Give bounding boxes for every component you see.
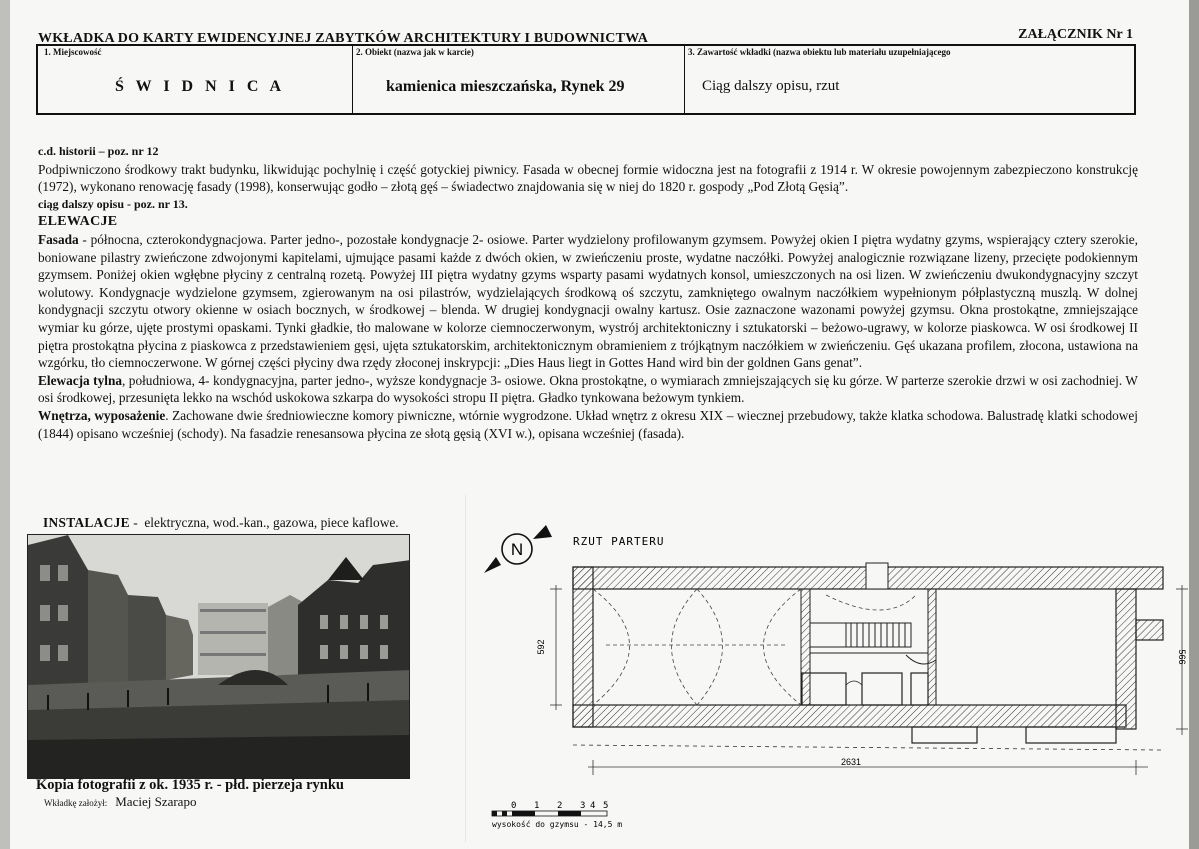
- history-heading: c.d. historii – poz. nr 12: [38, 144, 159, 158]
- section-heading: ELEWACJE: [38, 214, 118, 230]
- installations-label: INSTALACJE: [43, 515, 130, 530]
- author-name: Maciej Szarapo: [115, 794, 197, 809]
- floor-plan-drawing: [466, 495, 1190, 842]
- locality-label: 1. Miejscowość: [44, 47, 102, 57]
- interiors-paragraph: [38, 407, 1138, 442]
- locality-value: Ś W I D N I C A: [115, 78, 286, 95]
- scan-edge-left: [0, 0, 10, 849]
- continuation-heading: ciąg dalszy opisu - poz. nr 13.: [38, 196, 188, 211]
- author-line: [44, 794, 196, 810]
- north-label: N: [510, 540, 524, 559]
- scale-tick-1: 1: [534, 801, 540, 811]
- object-label: 2. Obiekt (nazwa jak w karcie): [356, 47, 474, 57]
- annex-number: ZAŁĄCZNIK Nr 1: [1018, 27, 1133, 42]
- scale-tick-4: 4: [590, 801, 596, 811]
- scale-tick-5: 5: [603, 801, 609, 811]
- scale-tick-3: 3: [580, 801, 586, 811]
- installations-separator: -: [129, 515, 145, 530]
- interiors-label: Wnętrza, wyposażenie: [38, 407, 166, 423]
- photo-caption: Kopia fotografii z ok. 1935 r. - płd. pierzeja rynku: [36, 777, 344, 793]
- content-cell: [685, 45, 1134, 113]
- facade-text: - północna, czterokondygnacjowa. Parter jedno-, pozostałe kondygnacje 2- osiowe. Parter wydzielony profilowanym gzymsem. Powyżej okien I piętra wydatny gzyms, wspierający cztery szerokie, boniowane pilastry zwieńczone zdwojonymi kapitelami, ujmujące pasami każde z dwóch okien, w zwieńczeniu proste, wydatne naczółki. Powyżej analogicznie rozwiązane lizeny, przecięte podokiennym gzymsem. Poniżej okien wgłębne płyciny z centralną rozetą. Powyżej III piętra wydatny gzyms wsparty pasami wydatnych konsol, umieszczonych na osi lizen. W zwieńczeniu dwukondygnacyjny szczyt wolutowy. Kondygnacje wydzielone gzymsem, zgierowanym na osi pilastrów, wydzielających środkową oś szczytu, zamkniętego owalnym naczółkiem wypełnionym półplastyczną muszlą. W dolnej kondygnacji szczytu otwory okienne w osiach bocznych, w środkowej – blenda. W drugiej kondygnacji owalny kartusz. Osie zaznaczone wazonami powyżej gzymsu. Okna prostokątne, zmniejszające wymiar ku górze, ujęte prostymi opaskami. Tynki gładkie, tło malowane w kolorze ciemnoczerwonym, wystrój architektoniczny i sztukatorski – beżowo-ugrawy, w kolorze piaskowca. W osi środkowej II piętra prostokątna płycina z piaskowca z przedstawieniem gęsi, ujęta sztukatorskim, architektonicznym obramieniem z trójkątnym naczółkiem w zwieńczeniu. Gęś ukazana profilem, złocona, ustawiona na wzgórku, tło ciemnoczerwone. W górnej części płyciny dwa rzędy złoconej inskrypcji: „Dies Haus liegt in Gottes Hand wird bin der goldnen Gans genat”.: [38, 231, 1138, 371]
- scale-bar: [492, 801, 622, 829]
- scan-edge-right: [1189, 0, 1199, 849]
- dimension-lines: [550, 585, 1188, 775]
- description-body: [38, 143, 1138, 442]
- rear-paragraph: [38, 372, 1138, 407]
- dim-right: 566: [1177, 649, 1187, 665]
- rear-text: , południowa, 4- kondygnacyjna, parter jedno-, wyższe kondygnacje 3- osiowe. Okna prostokątne, o wymiarach zmniejszających się ku górze. W parterze szerokie drzwi w osi zachodniej. W osi środkowej, przesunięta lekko na wschód uskokowa szkarpa do wysokości stropu II piętra. Gładko tynkowana beżowym tynkiem.: [38, 372, 1138, 406]
- facade-paragraph: [38, 231, 1138, 372]
- form-table: [36, 45, 1136, 115]
- document-title: WKŁADKA DO KARTY EWIDENCYJNEJ ZABYTKÓW ARCHITEKTURY I BUDOWNICTWA: [38, 31, 649, 46]
- floor-plan: [465, 495, 1189, 842]
- author-label: Wkładkę założył:: [44, 798, 108, 808]
- facade-label: Fasada: [38, 231, 79, 247]
- interiors-text: . Zachowane dwie średniowieczne komory piwniczne, wtórnie wygrodzone. Układ wnętrz z okresu XIX – wiecznej przebudowy, także klatka schodowa. Balustradę klatki schodowej (1844) opisano wcześniej (schody). Na fasadzie renesansowa płycina ze słotą gęsią (XVI w.), opisana wcześniej (fasada).: [38, 407, 1138, 441]
- dim-width: 2631: [840, 757, 862, 767]
- history-paragraph: Podpiwniczono środkowy trakt budynku, likwidując pochylnię i część gotyckiej piwnicy. Fasada w obecnej formie widoczna jest na fotografii z 1914 r. W okresie powojennym zabezpieczono konstrukcję (1972), wykonano renowację fasady (1998), konserwując godło – złotą gęś – świadectwo znajdowania się w niej do 1820 r. gospody „Pod Złotą Gęsią”.: [38, 161, 1138, 195]
- content-value: Ciąg dalszy opisu, rzut: [702, 78, 840, 94]
- historic-photo-image: [28, 535, 410, 779]
- scale-tick-2: 2: [557, 801, 563, 811]
- scale-tick-0: 0: [511, 801, 517, 811]
- historic-photo: [27, 534, 410, 779]
- rear-label: Elewacja tylna: [38, 372, 122, 388]
- object-cell: [353, 45, 685, 113]
- installations-line: [43, 515, 399, 531]
- content-label: 3. Zawartość wkładki (nazwa obiektu lub materiału uzupełniającego: [688, 47, 951, 57]
- installations-text: elektryczna, wod.-kan., gazowa, piece kaflowe.: [144, 515, 399, 530]
- plan-walls: [573, 563, 1163, 729]
- locality-cell: [38, 45, 353, 113]
- staircase: [810, 623, 936, 664]
- object-value: kamienica mieszczańska, Rynek 29: [386, 78, 625, 95]
- scale-note: wysokość do gzymsu - 14,5 m: [492, 820, 623, 829]
- north-arrow-icon: [484, 525, 552, 573]
- plan-title: RZUT PARTERU: [573, 535, 665, 548]
- dim-left: 592: [536, 639, 546, 655]
